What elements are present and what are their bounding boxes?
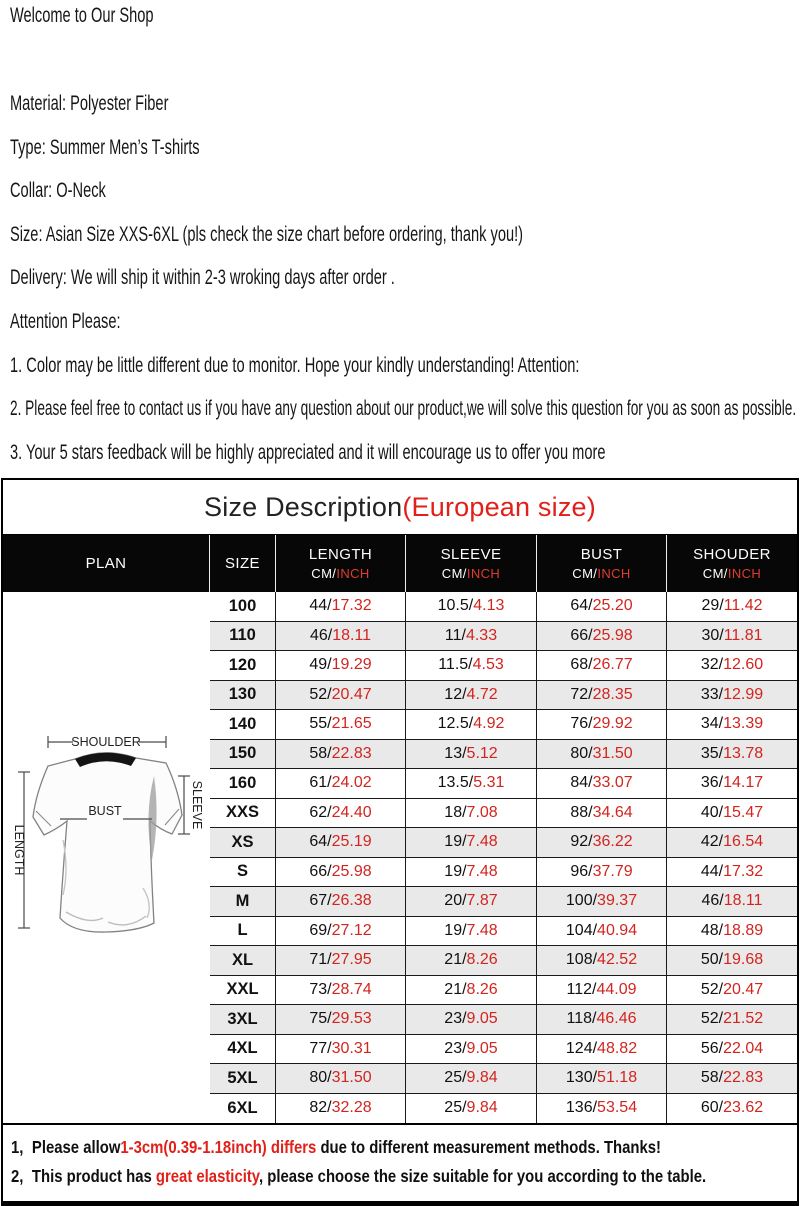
note-text: Please allow xyxy=(31,1137,121,1157)
bust-cell-140 xyxy=(537,710,667,740)
tshirt-outline xyxy=(33,753,182,932)
bust-cell-M xyxy=(537,887,667,917)
cm-value: 33/ xyxy=(700,685,724,703)
cm-value: 82/ xyxy=(309,1099,332,1117)
cm-value: 32/ xyxy=(700,656,724,674)
inch-value: 20.47 xyxy=(331,685,372,703)
sleeve-cell-XL xyxy=(406,946,537,976)
bust-cell-160 xyxy=(537,769,667,799)
diagram-sleeve-label: SLEEVE xyxy=(190,780,204,830)
size-cell-M: M xyxy=(210,887,276,917)
cm-value: 30/ xyxy=(701,626,724,644)
cm-value: 25/ xyxy=(444,1069,467,1087)
inch-value: 27.12 xyxy=(331,921,372,939)
inch-value: 14.17 xyxy=(723,774,764,792)
inch-value: 51.18 xyxy=(597,1069,638,1087)
bust-cell-3XL xyxy=(537,1005,667,1035)
cm-value: 29/ xyxy=(701,597,724,615)
bust-cell-5XL xyxy=(537,1064,667,1094)
cm-value: 71/ xyxy=(309,951,332,969)
header-label: SLEEVE xyxy=(440,546,502,563)
header-units xyxy=(442,566,500,581)
header-units xyxy=(311,566,369,581)
bust-cell-130 xyxy=(537,681,667,711)
intro-line-1: Material: Polyester Fiber xyxy=(10,91,169,115)
intro-lines xyxy=(10,92,800,484)
inch-value: 4.92 xyxy=(473,715,505,733)
cm-value: 11.5/ xyxy=(438,656,473,674)
cm-value: 44/ xyxy=(700,862,724,880)
inch-value: 4.13 xyxy=(473,597,505,615)
inch-value: 28.74 xyxy=(331,980,372,998)
inch-value: 12.99 xyxy=(723,685,764,703)
inch-value: 37.79 xyxy=(592,862,633,880)
sleeve-cell-5XL xyxy=(406,1064,537,1094)
cm-value: 69/ xyxy=(309,921,332,939)
cm-value: 66/ xyxy=(309,862,332,880)
cm-value: 55/ xyxy=(309,715,332,733)
footer-notes xyxy=(3,1123,797,1201)
inch-value: 18.11 xyxy=(723,892,763,910)
inch-value: 25.98 xyxy=(592,626,633,644)
header-shouder xyxy=(667,535,797,592)
inch-value: 4.53 xyxy=(472,656,504,674)
cm-value: 118/ xyxy=(566,1010,597,1028)
intro-line-7: 1. Color may be little different due to monitor. Hope your kindly understanding! Attention: xyxy=(10,352,580,377)
cm-value: 19/ xyxy=(444,921,467,939)
size-cell-140: 140 xyxy=(210,710,276,740)
inch-value: 32.28 xyxy=(331,1099,372,1117)
inch-value: 20.47 xyxy=(723,980,764,998)
plan-cell xyxy=(3,592,210,1123)
size-cell-100: 100 xyxy=(210,592,276,622)
header-bust xyxy=(537,535,667,592)
header-plan: PLAN xyxy=(3,535,210,592)
inch-value: 30.31 xyxy=(331,1039,372,1057)
cm-value: 100/ xyxy=(565,892,598,910)
title-black: Size Description xyxy=(204,491,403,522)
cm-value: 18/ xyxy=(444,803,467,821)
inch-value: 36.22 xyxy=(592,833,633,851)
sleeve-cell-110 xyxy=(406,622,537,652)
inch-value: 22.83 xyxy=(723,1069,764,1087)
inch-value: 40.94 xyxy=(597,921,638,939)
diagram-length-label: LENGTH xyxy=(12,824,26,876)
bust-cell-L xyxy=(537,917,667,947)
unit-cm: CM/ xyxy=(702,566,728,581)
cm-value: 12.5/ xyxy=(437,715,474,733)
size-cell-3XL: 3XL xyxy=(210,1005,276,1035)
size-cell-160: 160 xyxy=(210,769,276,799)
header-units xyxy=(572,566,630,581)
cm-value: 23/ xyxy=(444,1010,467,1028)
note-number: 1, xyxy=(11,1137,24,1157)
inch-value: 16.54 xyxy=(723,833,764,851)
header-units xyxy=(703,566,761,581)
inch-value: 53.54 xyxy=(597,1099,638,1117)
cm-value: 23/ xyxy=(444,1039,467,1057)
sleeve-cell-120 xyxy=(406,651,537,681)
inch-value: 9.84 xyxy=(466,1099,498,1117)
bust-cell-XL xyxy=(537,946,667,976)
cm-value: 84/ xyxy=(570,774,593,792)
cm-value: 21/ xyxy=(444,951,467,969)
inch-value: 4.33 xyxy=(465,626,498,644)
header-label: LENGTH xyxy=(308,546,373,563)
length-cell-6XL xyxy=(276,1094,406,1124)
inch-value: 7.48 xyxy=(466,921,498,939)
unit-inch: INCH xyxy=(336,566,370,581)
cm-value: 61/ xyxy=(309,774,332,792)
cm-value: 130/ xyxy=(565,1069,598,1087)
cm-value: 12/ xyxy=(444,685,467,703)
inch-value: 27.95 xyxy=(331,951,372,969)
shoulder-cell-L xyxy=(667,917,797,947)
inch-value: 34.64 xyxy=(592,803,633,821)
cm-value: 19/ xyxy=(444,833,467,851)
shoulder-cell-S xyxy=(667,858,797,888)
inch-value: 18.89 xyxy=(723,921,764,939)
bust-cell-4XL xyxy=(537,1035,667,1065)
shoulder-cell-5XL xyxy=(667,1064,797,1094)
shoulder-cell-130 xyxy=(667,681,797,711)
header-label: SHOUDER xyxy=(693,546,771,563)
length-cell-XS xyxy=(276,828,406,858)
inch-value: 7.87 xyxy=(466,892,498,910)
cm-value: 48/ xyxy=(700,921,724,939)
cm-value: 49/ xyxy=(309,656,332,674)
sleeve-cell-140 xyxy=(406,710,537,740)
size-cell-5XL: 5XL xyxy=(210,1064,276,1094)
inch-value: 48.82 xyxy=(597,1039,638,1057)
cm-value: 62/ xyxy=(309,803,332,821)
header-size: SIZE xyxy=(210,535,276,592)
intro-line-2: Type: Summer Men’s T-shirts xyxy=(10,134,200,159)
cm-value: 20/ xyxy=(444,892,467,910)
sleeve-dimension xyxy=(178,776,204,834)
bust-cell-XXS xyxy=(537,799,667,829)
inch-value: 22.04 xyxy=(723,1039,764,1057)
cm-value: 77/ xyxy=(309,1039,332,1057)
inch-value: 42.52 xyxy=(597,951,638,969)
cm-value: 13.5/ xyxy=(437,774,474,792)
size-cell-110: 110 xyxy=(210,622,276,652)
cm-value: 67/ xyxy=(309,892,332,910)
inch-value: 17.32 xyxy=(723,862,764,880)
size-chart-body xyxy=(3,592,797,1123)
length-cell-XXL xyxy=(276,976,406,1006)
cm-value: 80/ xyxy=(570,744,593,762)
sleeve-cell-6XL xyxy=(406,1094,537,1124)
sleeve-cell-100 xyxy=(406,592,537,622)
cm-value: 36/ xyxy=(700,774,724,792)
note-number: 2, xyxy=(11,1166,24,1186)
length-cell-3XL xyxy=(276,1005,406,1035)
cm-value: 66/ xyxy=(570,626,593,644)
length-cell-S xyxy=(276,858,406,888)
cm-value: 40/ xyxy=(700,803,724,821)
cm-value: 34/ xyxy=(700,715,724,733)
header-label: BUST xyxy=(580,546,623,563)
shoulder-cell-XL xyxy=(667,946,797,976)
cm-value: 76/ xyxy=(570,715,593,733)
sleeve-cell-L xyxy=(406,917,537,947)
bust-cell-150 xyxy=(537,740,667,770)
cm-value: 68/ xyxy=(570,656,593,674)
size-chart-title xyxy=(3,480,797,535)
length-cell-XXS xyxy=(276,799,406,829)
note-text: , please choose the size suitable for you according to the table. xyxy=(258,1166,707,1186)
cm-value: 73/ xyxy=(309,980,332,998)
length-cell-160 xyxy=(276,769,406,799)
diagram-shoulder-label: SHOULDER xyxy=(71,735,141,749)
length-cell-XL xyxy=(276,946,406,976)
length-dimension xyxy=(12,772,30,928)
cm-value: 46/ xyxy=(309,626,333,644)
cm-value: 92/ xyxy=(570,833,593,851)
length-cell-L xyxy=(276,917,406,947)
size-cell-XXL: XXL xyxy=(210,976,276,1006)
inch-value: 25.19 xyxy=(331,833,372,851)
inch-value: 21.52 xyxy=(723,1010,764,1028)
cm-value: 80/ xyxy=(309,1069,332,1087)
inch-value: 13.39 xyxy=(723,715,764,733)
length-cell-100 xyxy=(276,592,406,622)
size-cell-XS: XS xyxy=(210,828,276,858)
sleeve-cell-M xyxy=(406,887,537,917)
intro-line-8: 2. Please feel free to contact us if you have any question about our product,we will solve this question for you as soon as possible. xyxy=(10,396,797,421)
inch-value: 22.83 xyxy=(331,744,372,762)
inch-value: 18.11 xyxy=(332,626,372,644)
inch-value: 19.68 xyxy=(723,951,764,969)
unit-inch: INCH xyxy=(466,566,501,581)
cm-value: 75/ xyxy=(309,1010,332,1028)
shoulder-dimension xyxy=(48,735,166,749)
inch-value: 8.26 xyxy=(466,951,498,969)
inch-value: 13.78 xyxy=(723,744,764,762)
inch-value: 29.92 xyxy=(592,715,633,733)
intro-line-4: Size: Asian Size XXS-6XL (pls check the size chart before ordering, thank you!) xyxy=(10,221,524,246)
cm-value: 136/ xyxy=(565,1099,598,1117)
title-red: (European size) xyxy=(402,491,596,522)
inch-value: 21.65 xyxy=(331,715,372,733)
unit-cm: CM/ xyxy=(311,566,337,581)
cm-value: 42/ xyxy=(700,833,724,851)
inch-value: 44.09 xyxy=(596,980,637,998)
bust-cell-120 xyxy=(537,651,667,681)
size-cell-120: 120 xyxy=(210,651,276,681)
cm-value: 96/ xyxy=(570,862,593,880)
cm-value: 52/ xyxy=(700,980,724,998)
cm-value: 88/ xyxy=(570,803,593,821)
header-sleeve xyxy=(406,535,537,592)
inch-value: 7.08 xyxy=(466,803,498,821)
sleeve-cell-XXL xyxy=(406,976,537,1006)
size-cell-6XL: 6XL xyxy=(210,1094,276,1124)
inch-value: 8.26 xyxy=(466,980,498,998)
size-cell-150: 150 xyxy=(210,740,276,770)
length-cell-M xyxy=(276,887,406,917)
inch-value: 5.12 xyxy=(466,744,498,762)
bust-cell-100 xyxy=(537,592,667,622)
sleeve-cell-3XL xyxy=(406,1005,537,1035)
note-highlight: great elasticity xyxy=(155,1166,259,1186)
size-cell-130: 130 xyxy=(210,681,276,711)
cm-value: 21/ xyxy=(444,980,467,998)
size-cell-XXS: XXS xyxy=(210,799,276,829)
size-cell-XL: XL xyxy=(210,946,276,976)
intro-section xyxy=(10,4,221,48)
cm-value: 52/ xyxy=(700,1010,724,1028)
cm-value: 104/ xyxy=(565,921,598,939)
inch-value: 31.50 xyxy=(331,1069,372,1087)
inch-value: 25.98 xyxy=(331,862,372,880)
inch-value: 12.60 xyxy=(723,656,764,674)
cm-value: 56/ xyxy=(700,1039,724,1057)
cm-value: 64/ xyxy=(309,833,332,851)
unit-cm: CM/ xyxy=(441,566,467,581)
shoulder-cell-4XL xyxy=(667,1035,797,1065)
intro-line-6: Attention Please: xyxy=(10,308,121,333)
inch-value: 7.48 xyxy=(466,833,498,851)
welcome-text: Welcome to Our Shop xyxy=(10,3,154,27)
length-cell-120 xyxy=(276,651,406,681)
shoulder-cell-150 xyxy=(667,740,797,770)
intro-line-3: Collar: O-Neck xyxy=(10,178,106,203)
shoulder-cell-110 xyxy=(667,622,797,652)
inch-value: 25.20 xyxy=(592,597,633,615)
size-chart xyxy=(1,478,799,1206)
shoulder-cell-XXL xyxy=(667,976,797,1006)
cm-value: 35/ xyxy=(700,744,724,762)
sleeve-cell-XXS xyxy=(406,799,537,829)
inch-value: 33.07 xyxy=(592,774,633,792)
inch-value: 23.62 xyxy=(723,1099,764,1117)
inch-value: 17.32 xyxy=(331,597,372,615)
cm-value: 64/ xyxy=(570,597,593,615)
bust-cell-6XL xyxy=(537,1094,667,1124)
footer-note-1 xyxy=(11,1133,661,1162)
inch-value: 46.46 xyxy=(596,1010,637,1028)
shoulder-cell-XS xyxy=(667,828,797,858)
inch-value: 31.50 xyxy=(592,744,633,762)
bust-cell-XXL xyxy=(537,976,667,1006)
length-cell-150 xyxy=(276,740,406,770)
shoulder-cell-140 xyxy=(667,710,797,740)
cm-value: 72/ xyxy=(570,685,593,703)
note-text: due to different measurement methods. Thanks! xyxy=(320,1137,661,1157)
cm-value: 25/ xyxy=(444,1099,467,1117)
shoulder-cell-6XL xyxy=(667,1094,797,1124)
size-cell-S: S xyxy=(210,858,276,888)
cm-value: 13/ xyxy=(444,744,467,762)
inch-value: 26.38 xyxy=(331,892,372,910)
length-cell-110 xyxy=(276,622,406,652)
sleeve-cell-4XL xyxy=(406,1035,537,1065)
cm-value: 11/ xyxy=(444,626,466,644)
inch-value: 26.77 xyxy=(592,656,633,674)
bust-cell-XS xyxy=(537,828,667,858)
diagram-bust-label: BUST xyxy=(88,804,122,818)
inch-value: 7.48 xyxy=(466,862,498,880)
note-highlight: 1-3cm(0.39-1.18inch) differs xyxy=(120,1137,321,1157)
sleeve-cell-150 xyxy=(406,740,537,770)
cm-value: 58/ xyxy=(309,744,332,762)
size-cell-L: L xyxy=(210,917,276,947)
unit-cm: CM/ xyxy=(572,566,598,581)
length-cell-4XL xyxy=(276,1035,406,1065)
inch-value: 15.47 xyxy=(723,803,764,821)
sleeve-cell-130 xyxy=(406,681,537,711)
sleeve-cell-S xyxy=(406,858,537,888)
cm-value: 60/ xyxy=(700,1099,724,1117)
cm-value: 52/ xyxy=(309,685,332,703)
cm-value: 19/ xyxy=(444,862,467,880)
cm-value: 112/ xyxy=(566,980,597,998)
shoulder-cell-120 xyxy=(667,651,797,681)
shoulder-cell-3XL xyxy=(667,1005,797,1035)
inch-value: 9.05 xyxy=(466,1010,498,1028)
footer-note-2 xyxy=(11,1162,706,1191)
inch-value: 24.40 xyxy=(331,803,372,821)
shoulder-cell-M xyxy=(667,887,797,917)
inch-value: 19.29 xyxy=(331,656,372,674)
inch-value: 39.37 xyxy=(597,892,638,910)
cm-value: 108/ xyxy=(565,951,598,969)
bust-cell-S xyxy=(537,858,667,888)
size-cell-4XL: 4XL xyxy=(210,1035,276,1065)
shoulder-cell-XXS xyxy=(667,799,797,829)
shoulder-cell-160 xyxy=(667,769,797,799)
length-cell-140 xyxy=(276,710,406,740)
length-cell-5XL xyxy=(276,1064,406,1094)
cm-value: 50/ xyxy=(700,951,724,969)
unit-inch: INCH xyxy=(727,566,762,581)
inch-value: 4.72 xyxy=(466,685,498,703)
inch-value: 5.31 xyxy=(473,774,505,792)
cm-value: 58/ xyxy=(700,1069,724,1087)
inch-value: 9.05 xyxy=(466,1039,498,1057)
inch-value: 24.02 xyxy=(331,774,372,792)
header-length xyxy=(276,535,406,592)
cm-value: 10.5/ xyxy=(437,597,474,615)
cm-value: 44/ xyxy=(309,597,332,615)
inch-value: 28.35 xyxy=(592,685,633,703)
sleeve-cell-160 xyxy=(406,769,537,799)
cm-value: 46/ xyxy=(701,892,724,910)
intro-line-9: 3. Your 5 stars feedback will be highly appreciated and it will encourage us to offer you more xyxy=(10,439,606,464)
inch-value: 29.53 xyxy=(331,1010,372,1028)
size-chart-header xyxy=(3,535,797,592)
sleeve-cell-XS xyxy=(406,828,537,858)
tshirt-diagram xyxy=(3,690,210,1020)
note-text: This product has xyxy=(31,1166,156,1186)
cm-value: 124/ xyxy=(565,1039,598,1057)
inch-value: 9.84 xyxy=(466,1069,498,1087)
inch-value: 11.42 xyxy=(723,597,763,615)
length-cell-130 xyxy=(276,681,406,711)
inch-value: 11.81 xyxy=(723,626,763,644)
bust-cell-110 xyxy=(537,622,667,652)
intro-line-5: Delivery: We will ship it within 2-3 wroking days after order . xyxy=(10,265,395,290)
shoulder-cell-100 xyxy=(667,592,797,622)
unit-inch: INCH xyxy=(597,566,631,581)
